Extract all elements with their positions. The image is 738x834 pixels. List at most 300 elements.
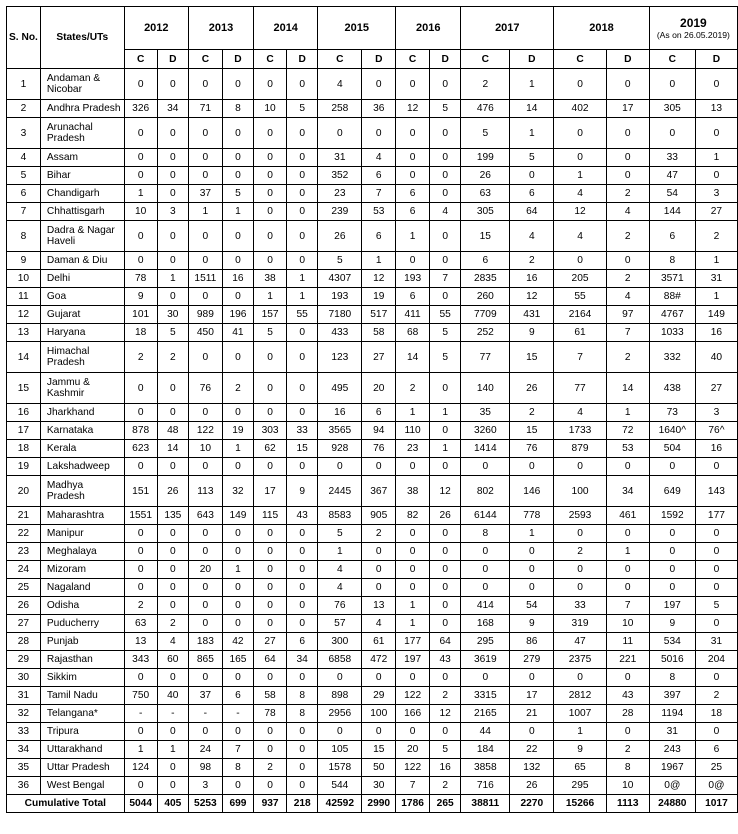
deaths-cell-2014: 8 bbox=[287, 687, 318, 705]
table-row bbox=[7, 633, 738, 651]
deaths-cell-2013: 1 bbox=[222, 203, 253, 221]
deaths-cell-2012: 0 bbox=[157, 167, 188, 185]
deaths-cell-2018: 10 bbox=[606, 615, 649, 633]
table-row bbox=[7, 561, 738, 579]
deaths-cell-2015: 0 bbox=[362, 543, 396, 561]
cases-cell-2015: 123 bbox=[318, 342, 362, 373]
deaths-cell-2013: 165 bbox=[222, 651, 253, 669]
cases-cell-2017: 199 bbox=[461, 149, 510, 167]
deaths-cell-2013: 0 bbox=[222, 669, 253, 687]
cases-cell-2019: 47 bbox=[649, 167, 695, 185]
cases-cell-2013: 183 bbox=[188, 633, 222, 651]
total-label: Cumulative Total bbox=[7, 795, 125, 813]
deaths-cell-2015: 0 bbox=[362, 458, 396, 476]
deaths-cell-2016: 0 bbox=[430, 597, 461, 615]
cases-cell-2017: 2835 bbox=[461, 270, 510, 288]
cases-cell-2014: 0 bbox=[254, 69, 287, 100]
deaths-cell-2018: 2 bbox=[606, 270, 649, 288]
deaths-cell-2012: 4 bbox=[157, 633, 188, 651]
row-sno: 27 bbox=[7, 615, 41, 633]
cases-cell-2013: 643 bbox=[188, 507, 222, 525]
table-row bbox=[7, 252, 738, 270]
cases-cell-2014: 0 bbox=[254, 203, 287, 221]
cases-cell-2017: 6144 bbox=[461, 507, 510, 525]
year-2019-label: 2019 bbox=[680, 15, 707, 30]
row-sno: 12 bbox=[7, 306, 41, 324]
deaths-cell-2015: 15 bbox=[362, 741, 396, 759]
cases-cell-2018: 319 bbox=[554, 615, 606, 633]
row-sno: 16 bbox=[7, 404, 41, 422]
deaths-cell-2018: 11 bbox=[606, 633, 649, 651]
cases-cell-2015: 258 bbox=[318, 100, 362, 118]
deaths-cell-2014: 0 bbox=[287, 759, 318, 777]
deaths-cell-2018: 0 bbox=[606, 723, 649, 741]
year-header-2018: 2018 bbox=[554, 7, 649, 50]
deaths-cell-2015: 27 bbox=[362, 342, 396, 373]
cases-cell-2012: 0 bbox=[124, 149, 157, 167]
cases-cell-2015: 105 bbox=[318, 741, 362, 759]
deaths-cell-2019: 0 bbox=[695, 525, 737, 543]
row-state-name: Haryana bbox=[40, 324, 124, 342]
deaths-cell-2017: 12 bbox=[510, 288, 554, 306]
cases-cell-2018: 2593 bbox=[554, 507, 606, 525]
table-row bbox=[7, 440, 738, 458]
deaths-cell-2015: 29 bbox=[362, 687, 396, 705]
deaths-cell-2019: 16 bbox=[695, 324, 737, 342]
cases-cell-2018: 55 bbox=[554, 288, 606, 306]
deaths-cell-2013: 0 bbox=[222, 404, 253, 422]
cases-cell-2013: 0 bbox=[188, 404, 222, 422]
cases-cell-2019: 438 bbox=[649, 373, 695, 404]
cases-cell-2019: 4767 bbox=[649, 306, 695, 324]
table-row bbox=[7, 167, 738, 185]
deaths-cell-2016: 0 bbox=[430, 458, 461, 476]
row-sno: 8 bbox=[7, 221, 41, 252]
row-state-name: Chandigarh bbox=[40, 185, 124, 203]
cases-cell-2013: 989 bbox=[188, 306, 222, 324]
deaths-cell-2014: 1 bbox=[287, 288, 318, 306]
deaths-cell-2014: 0 bbox=[287, 118, 318, 149]
deaths-cell-2015: 30 bbox=[362, 777, 396, 795]
table-row bbox=[7, 221, 738, 252]
deaths-cell-2014: 0 bbox=[287, 543, 318, 561]
deaths-cell-2015: 472 bbox=[362, 651, 396, 669]
cases-cell-2017: 7709 bbox=[461, 306, 510, 324]
cases-cell-2017: 26 bbox=[461, 167, 510, 185]
deaths-cell-2012: 0 bbox=[157, 759, 188, 777]
deaths-cell-2015: 100 bbox=[362, 705, 396, 723]
row-sno: 28 bbox=[7, 633, 41, 651]
deaths-cell-2018: 97 bbox=[606, 306, 649, 324]
deaths-cell-2015: 517 bbox=[362, 306, 396, 324]
cases-cell-2014: 0 bbox=[254, 615, 287, 633]
cases-cell-2019: 0 bbox=[649, 543, 695, 561]
deaths-cell-2019: 0 bbox=[695, 561, 737, 579]
deaths-cell-2018: 461 bbox=[606, 507, 649, 525]
deaths-cell-2017: 431 bbox=[510, 306, 554, 324]
deaths-cell-2017: 26 bbox=[510, 777, 554, 795]
cases-cell-2018: 0 bbox=[554, 69, 606, 100]
cases-cell-2019: 1194 bbox=[649, 705, 695, 723]
deaths-cell-2013: 0 bbox=[222, 458, 253, 476]
deaths-cell-2014: 0 bbox=[287, 342, 318, 373]
cases-cell-2017: 0 bbox=[461, 579, 510, 597]
table-row bbox=[7, 669, 738, 687]
cases-cell-2016: 110 bbox=[396, 422, 430, 440]
cases-cell-2015: 4307 bbox=[318, 270, 362, 288]
cases-cell-2016: 82 bbox=[396, 507, 430, 525]
deaths-cell-2013: 0 bbox=[222, 777, 253, 795]
cases-cell-2019: 197 bbox=[649, 597, 695, 615]
deaths-cell-2013: 6 bbox=[222, 687, 253, 705]
deaths-cell-2018: 2 bbox=[606, 342, 649, 373]
cases-cell-2012: 326 bbox=[124, 100, 157, 118]
cases-cell-2016: 411 bbox=[396, 306, 430, 324]
deaths-cell-2013: 19 bbox=[222, 422, 253, 440]
deaths-cell-2017: 17 bbox=[510, 687, 554, 705]
cases-cell-2018: 1 bbox=[554, 167, 606, 185]
cases-cell-2012: 63 bbox=[124, 615, 157, 633]
cases-cell-2017: 8 bbox=[461, 525, 510, 543]
deaths-cell-2012: 0 bbox=[157, 458, 188, 476]
cases-cell-2016: 6 bbox=[396, 203, 430, 221]
cases-cell-2015: 544 bbox=[318, 777, 362, 795]
cases-cell-2012: 750 bbox=[124, 687, 157, 705]
deaths-cell-2014: 33 bbox=[287, 422, 318, 440]
deaths-cell-2012: 1 bbox=[157, 741, 188, 759]
deaths-cell-2019: 3 bbox=[695, 404, 737, 422]
cases-cell-2014: 0 bbox=[254, 561, 287, 579]
deaths-cell-2015: 4 bbox=[362, 615, 396, 633]
deaths-cell-2017: 0 bbox=[510, 723, 554, 741]
deaths-cell-2015: 94 bbox=[362, 422, 396, 440]
row-state-name: Karnataka bbox=[40, 422, 124, 440]
cases-cell-2019: 73 bbox=[649, 404, 695, 422]
cases-cell-2016: 1 bbox=[396, 597, 430, 615]
total-cases-2012: 5044 bbox=[124, 795, 157, 813]
cases-cell-2019: 1592 bbox=[649, 507, 695, 525]
deaths-cell-2012: 0 bbox=[157, 669, 188, 687]
cases-cell-2017: 140 bbox=[461, 373, 510, 404]
deaths-cell-2012: 0 bbox=[157, 69, 188, 100]
row-sno: 19 bbox=[7, 458, 41, 476]
deaths-cell-2018: 0 bbox=[606, 561, 649, 579]
cases-cell-2012: 18 bbox=[124, 324, 157, 342]
cases-cell-2016: 38 bbox=[396, 476, 430, 507]
cases-cell-2018: 1733 bbox=[554, 422, 606, 440]
cases-cell-2017: 802 bbox=[461, 476, 510, 507]
row-state-name: Maharashtra bbox=[40, 507, 124, 525]
cases-cell-2018: 47 bbox=[554, 633, 606, 651]
cases-cell-2018: 0 bbox=[554, 579, 606, 597]
deaths-cell-2015: 0 bbox=[362, 69, 396, 100]
row-state-name: Uttar Pradesh bbox=[40, 759, 124, 777]
cases-cell-2017: 0 bbox=[461, 669, 510, 687]
row-sno: 5 bbox=[7, 167, 41, 185]
row-state-name: Punjab bbox=[40, 633, 124, 651]
cases-cell-2015: 0 bbox=[318, 118, 362, 149]
deaths-cell-2014: 0 bbox=[287, 561, 318, 579]
cases-cell-2015: 23 bbox=[318, 185, 362, 203]
cases-cell-2019: 0@ bbox=[649, 777, 695, 795]
row-state-name: Dadra & Nagar Haveli bbox=[40, 221, 124, 252]
cases-cell-2016: 122 bbox=[396, 759, 430, 777]
table-row bbox=[7, 203, 738, 221]
cases-cell-2015: 0 bbox=[318, 669, 362, 687]
cases-cell-2016: 0 bbox=[396, 149, 430, 167]
row-state-name: Arunachal Pradesh bbox=[40, 118, 124, 149]
deaths-cell-2019: 6 bbox=[695, 741, 737, 759]
cases-cell-2018: 0 bbox=[554, 458, 606, 476]
cases-cell-2016: 0 bbox=[396, 543, 430, 561]
deaths-cell-2017: 1 bbox=[510, 69, 554, 100]
year-header-2013: 2013 bbox=[188, 7, 253, 50]
deaths-cell-2016: 0 bbox=[430, 422, 461, 440]
cases-cell-2015: 433 bbox=[318, 324, 362, 342]
cases-cell-2012: 0 bbox=[124, 404, 157, 422]
table-row bbox=[7, 759, 738, 777]
col-header-2015-d: D bbox=[362, 50, 396, 69]
cases-cell-2016: 0 bbox=[396, 525, 430, 543]
row-state-name: Andhra Pradesh bbox=[40, 100, 124, 118]
deaths-cell-2015: 6 bbox=[362, 221, 396, 252]
cases-cell-2015: 6858 bbox=[318, 651, 362, 669]
table-row bbox=[7, 118, 738, 149]
cases-cell-2014: 0 bbox=[254, 525, 287, 543]
deaths-cell-2012: 0 bbox=[157, 288, 188, 306]
cases-cell-2013: 0 bbox=[188, 288, 222, 306]
deaths-cell-2018: 4 bbox=[606, 203, 649, 221]
deaths-cell-2015: 1 bbox=[362, 252, 396, 270]
deaths-cell-2013: 1 bbox=[222, 440, 253, 458]
cases-cell-2013: 0 bbox=[188, 167, 222, 185]
cases-cell-2018: 0 bbox=[554, 118, 606, 149]
cases-cell-2016: 6 bbox=[396, 185, 430, 203]
deaths-cell-2017: 9 bbox=[510, 324, 554, 342]
cases-cell-2013: 1511 bbox=[188, 270, 222, 288]
cases-cell-2013: 1 bbox=[188, 203, 222, 221]
deaths-cell-2017: 0 bbox=[510, 579, 554, 597]
cases-cell-2013: 0 bbox=[188, 723, 222, 741]
table-row bbox=[7, 373, 738, 404]
deaths-cell-2017: 1 bbox=[510, 118, 554, 149]
cases-cell-2019: 243 bbox=[649, 741, 695, 759]
total-cases-2018: 15266 bbox=[554, 795, 606, 813]
row-sno: 15 bbox=[7, 373, 41, 404]
deaths-cell-2012: 0 bbox=[157, 221, 188, 252]
deaths-cell-2012: 34 bbox=[157, 100, 188, 118]
deaths-cell-2017: 0 bbox=[510, 561, 554, 579]
row-state-name: Chhattisgarh bbox=[40, 203, 124, 221]
row-sno: 23 bbox=[7, 543, 41, 561]
deaths-cell-2019: 0 bbox=[695, 669, 737, 687]
deaths-cell-2017: 2 bbox=[510, 404, 554, 422]
deaths-cell-2018: 0 bbox=[606, 69, 649, 100]
cases-cell-2017: 260 bbox=[461, 288, 510, 306]
deaths-cell-2015: 19 bbox=[362, 288, 396, 306]
row-sno: 13 bbox=[7, 324, 41, 342]
row-sno: 11 bbox=[7, 288, 41, 306]
deaths-cell-2016: 64 bbox=[430, 633, 461, 651]
cases-cell-2013: 24 bbox=[188, 741, 222, 759]
deaths-cell-2012: 30 bbox=[157, 306, 188, 324]
deaths-cell-2019: 177 bbox=[695, 507, 737, 525]
cases-cell-2016: 7 bbox=[396, 777, 430, 795]
deaths-cell-2015: 6 bbox=[362, 404, 396, 422]
cases-cell-2013: 0 bbox=[188, 69, 222, 100]
cases-cell-2014: 27 bbox=[254, 633, 287, 651]
cases-cell-2013: 98 bbox=[188, 759, 222, 777]
deaths-cell-2013: 5 bbox=[222, 185, 253, 203]
deaths-cell-2018: 53 bbox=[606, 440, 649, 458]
cases-cell-2013: 0 bbox=[188, 342, 222, 373]
cases-cell-2013: 37 bbox=[188, 687, 222, 705]
deaths-cell-2017: 0 bbox=[510, 669, 554, 687]
cases-cell-2018: 0 bbox=[554, 669, 606, 687]
deaths-cell-2018: 2 bbox=[606, 221, 649, 252]
table-row bbox=[7, 597, 738, 615]
cases-cell-2019: 88# bbox=[649, 288, 695, 306]
table-row bbox=[7, 306, 738, 324]
cases-cell-2015: 928 bbox=[318, 440, 362, 458]
deaths-cell-2012: 0 bbox=[157, 597, 188, 615]
cases-cell-2013: 0 bbox=[188, 669, 222, 687]
deaths-cell-2012: 0 bbox=[157, 579, 188, 597]
cases-cell-2016: 0 bbox=[396, 118, 430, 149]
deaths-cell-2019: 1 bbox=[695, 149, 737, 167]
row-sno: 3 bbox=[7, 118, 41, 149]
cases-cell-2016: 1 bbox=[396, 221, 430, 252]
deaths-cell-2019: 40 bbox=[695, 342, 737, 373]
cases-cell-2017: 3619 bbox=[461, 651, 510, 669]
row-sno: 26 bbox=[7, 597, 41, 615]
cases-cell-2013: 0 bbox=[188, 458, 222, 476]
col-header-2016-c: C bbox=[396, 50, 430, 69]
col-header-2014-d: D bbox=[287, 50, 318, 69]
deaths-cell-2014: 0 bbox=[287, 149, 318, 167]
table-row bbox=[7, 476, 738, 507]
cases-cell-2016: 68 bbox=[396, 324, 430, 342]
cases-cell-2015: 16 bbox=[318, 404, 362, 422]
cases-cell-2017: 44 bbox=[461, 723, 510, 741]
col-header-2019-d: D bbox=[695, 50, 737, 69]
cases-cell-2018: 879 bbox=[554, 440, 606, 458]
cases-cell-2013: 0 bbox=[188, 597, 222, 615]
deaths-cell-2013: 0 bbox=[222, 149, 253, 167]
row-state-name: Goa bbox=[40, 288, 124, 306]
cases-cell-2019: 1640^ bbox=[649, 422, 695, 440]
deaths-cell-2013: 16 bbox=[222, 270, 253, 288]
cases-cell-2012: 0 bbox=[124, 669, 157, 687]
deaths-cell-2016: 43 bbox=[430, 651, 461, 669]
cases-cell-2018: 2812 bbox=[554, 687, 606, 705]
deaths-cell-2019: 25 bbox=[695, 759, 737, 777]
cases-cell-2016: 20 bbox=[396, 741, 430, 759]
cases-cell-2019: 649 bbox=[649, 476, 695, 507]
deaths-cell-2013: 2 bbox=[222, 373, 253, 404]
total-cases-2015: 42592 bbox=[318, 795, 362, 813]
deaths-cell-2012: 2 bbox=[157, 615, 188, 633]
table-row bbox=[7, 525, 738, 543]
cases-cell-2013: 0 bbox=[188, 525, 222, 543]
col-header-2014-c: C bbox=[254, 50, 287, 69]
cases-cell-2017: 15 bbox=[461, 221, 510, 252]
row-sno: 29 bbox=[7, 651, 41, 669]
deaths-cell-2018: 17 bbox=[606, 100, 649, 118]
cases-cell-2017: 0 bbox=[461, 561, 510, 579]
total-deaths-2015: 2990 bbox=[362, 795, 396, 813]
row-state-name: Andaman & Nicobar bbox=[40, 69, 124, 100]
cases-cell-2014: 0 bbox=[254, 221, 287, 252]
cases-cell-2014: 0 bbox=[254, 118, 287, 149]
cases-cell-2012: 2 bbox=[124, 597, 157, 615]
cases-cell-2012: 10 bbox=[124, 203, 157, 221]
deaths-cell-2019: 149 bbox=[695, 306, 737, 324]
cases-cell-2012: 0 bbox=[124, 561, 157, 579]
deaths-cell-2014: 0 bbox=[287, 597, 318, 615]
total-deaths-2017: 2270 bbox=[510, 795, 554, 813]
cases-cell-2012: 0 bbox=[124, 777, 157, 795]
row-state-name: Manipur bbox=[40, 525, 124, 543]
total-deaths-2014: 218 bbox=[287, 795, 318, 813]
row-sno: 25 bbox=[7, 579, 41, 597]
cases-cell-2016: 122 bbox=[396, 687, 430, 705]
deaths-cell-2015: 905 bbox=[362, 507, 396, 525]
cases-cell-2016: 166 bbox=[396, 705, 430, 723]
deaths-cell-2017: 0 bbox=[510, 167, 554, 185]
deaths-cell-2017: 16 bbox=[510, 270, 554, 288]
deaths-cell-2014: 0 bbox=[287, 252, 318, 270]
cases-cell-2013: 3 bbox=[188, 777, 222, 795]
deaths-cell-2019: 0 bbox=[695, 615, 737, 633]
deaths-cell-2017: 1 bbox=[510, 525, 554, 543]
cases-cell-2013: 0 bbox=[188, 579, 222, 597]
deaths-cell-2019: 3 bbox=[695, 185, 737, 203]
cases-cell-2013: 865 bbox=[188, 651, 222, 669]
cases-cell-2012: 101 bbox=[124, 306, 157, 324]
cases-cell-2014: 38 bbox=[254, 270, 287, 288]
total-cases-2013: 5253 bbox=[188, 795, 222, 813]
deaths-cell-2013: 196 bbox=[222, 306, 253, 324]
deaths-cell-2017: 6 bbox=[510, 185, 554, 203]
cases-cell-2014: 0 bbox=[254, 543, 287, 561]
deaths-cell-2019: 0 bbox=[695, 118, 737, 149]
deaths-cell-2015: 58 bbox=[362, 324, 396, 342]
cases-cell-2013: 71 bbox=[188, 100, 222, 118]
deaths-cell-2019: 31 bbox=[695, 633, 737, 651]
deaths-cell-2014: 0 bbox=[287, 579, 318, 597]
col-header-2018-c: C bbox=[554, 50, 606, 69]
cases-cell-2014: 62 bbox=[254, 440, 287, 458]
table-row bbox=[7, 741, 738, 759]
table-row bbox=[7, 723, 738, 741]
cases-cell-2018: 12 bbox=[554, 203, 606, 221]
cases-cell-2019: 6 bbox=[649, 221, 695, 252]
total-deaths-2012: 405 bbox=[157, 795, 188, 813]
row-sno: 31 bbox=[7, 687, 41, 705]
row-state-name: Madhya Pradesh bbox=[40, 476, 124, 507]
cases-cell-2014: 0 bbox=[254, 723, 287, 741]
cases-cell-2015: 3565 bbox=[318, 422, 362, 440]
deaths-cell-2013: 32 bbox=[222, 476, 253, 507]
cases-cell-2019: 33 bbox=[649, 149, 695, 167]
cases-cell-2013: 0 bbox=[188, 252, 222, 270]
deaths-cell-2017: 15 bbox=[510, 422, 554, 440]
deaths-cell-2017: 9 bbox=[510, 615, 554, 633]
cases-cell-2018: 2164 bbox=[554, 306, 606, 324]
deaths-cell-2016: 7 bbox=[430, 270, 461, 288]
cases-cell-2012: 0 bbox=[124, 252, 157, 270]
